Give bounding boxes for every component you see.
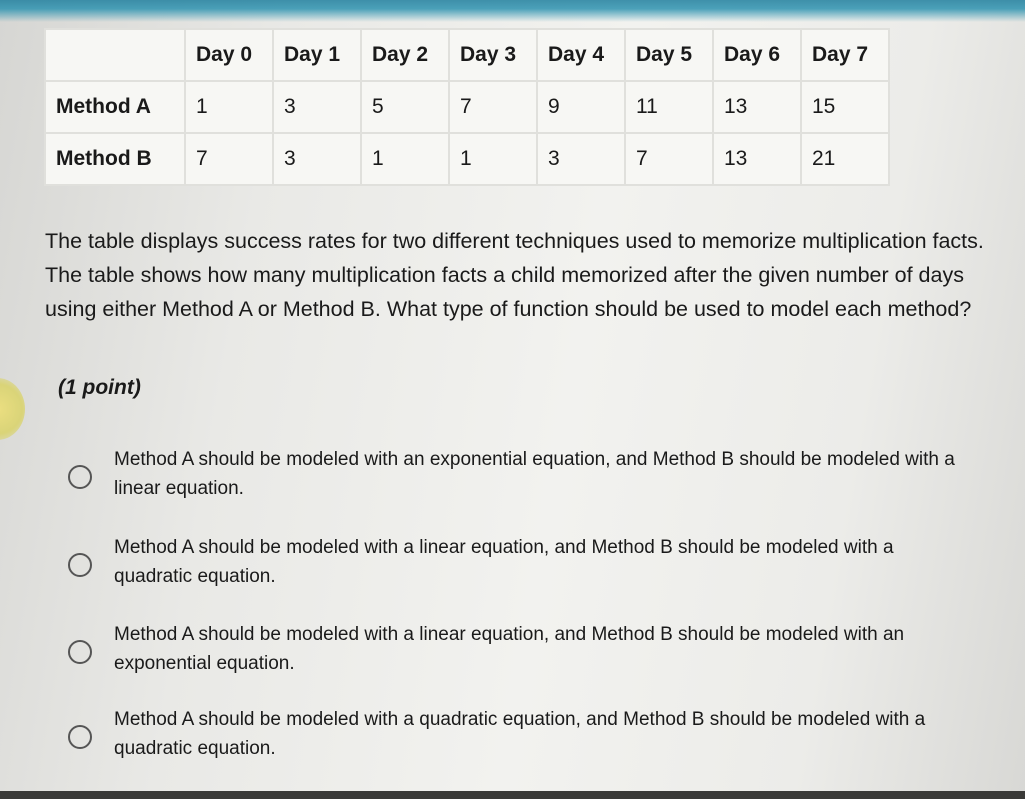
column-header: Day 1 [273, 29, 361, 81]
decorative-highlight [0, 378, 25, 440]
row-label-method-b: Method B [45, 133, 185, 185]
column-header: Day 6 [713, 29, 801, 81]
row-label-method-a: Method A [45, 81, 185, 133]
table-cell: 7 [185, 133, 273, 185]
table-cell: 15 [801, 81, 889, 133]
option-text: Method A should be modeled with an exponential equation, and Method B should be modeled with a linear equation. [114, 449, 955, 499]
table-cell: 7 [625, 133, 713, 185]
radio-button[interactable] [68, 465, 92, 489]
table-cell: 3 [537, 133, 625, 185]
table-cell: 3 [273, 133, 361, 185]
radio-button[interactable] [68, 553, 92, 577]
table-row [45, 133, 889, 185]
table-cell: 7 [449, 81, 537, 133]
answer-option-3[interactable] [68, 620, 968, 678]
column-header: Day 5 [625, 29, 713, 81]
option-text: Method A should be modeled with a quadratic equation, and Method B should be modeled with a quadratic equation. [114, 709, 926, 759]
table-cell: 11 [625, 81, 713, 133]
question-text: The table displays success rates for two different techniques used to memorize multiplication facts. The table shows how many multiplication facts a child memorized after the given number of days using either Method A or Method B. What type of function should be used to model each method? [45, 229, 984, 321]
answer-option-4[interactable] [68, 705, 968, 763]
bottom-strip [0, 791, 1025, 799]
column-header: Day 2 [361, 29, 449, 81]
radio-button[interactable] [68, 725, 92, 749]
option-text: Method A should be modeled with a linear equation, and Method B should be modeled with an exponential equation. [114, 624, 905, 674]
table-cell: 3 [273, 81, 361, 133]
table-cell: 9 [537, 81, 625, 133]
table-row [45, 81, 889, 133]
option-text: Method A should be modeled with a linear equation, and Method B should be modeled with a quadratic equation. [114, 537, 894, 587]
table-header-row [45, 29, 889, 81]
answer-option-2[interactable] [68, 533, 968, 591]
table-cell: 1 [361, 133, 449, 185]
points-label: (1 point) [58, 376, 141, 399]
column-header: Day 4 [537, 29, 625, 81]
table-cell: 5 [361, 81, 449, 133]
table-cell: 13 [713, 133, 801, 185]
table-cell: 13 [713, 81, 801, 133]
answer-option-1[interactable] [68, 445, 968, 503]
table-corner-cell [45, 29, 185, 81]
top-accent-bar [0, 0, 1025, 22]
radio-button[interactable] [68, 640, 92, 664]
column-header: Day 3 [449, 29, 537, 81]
table-cell: 21 [801, 133, 889, 185]
column-header: Day 0 [185, 29, 273, 81]
column-header: Day 7 [801, 29, 889, 81]
table-cell: 1 [185, 81, 273, 133]
success-rate-table [44, 28, 890, 186]
table-cell: 1 [449, 133, 537, 185]
